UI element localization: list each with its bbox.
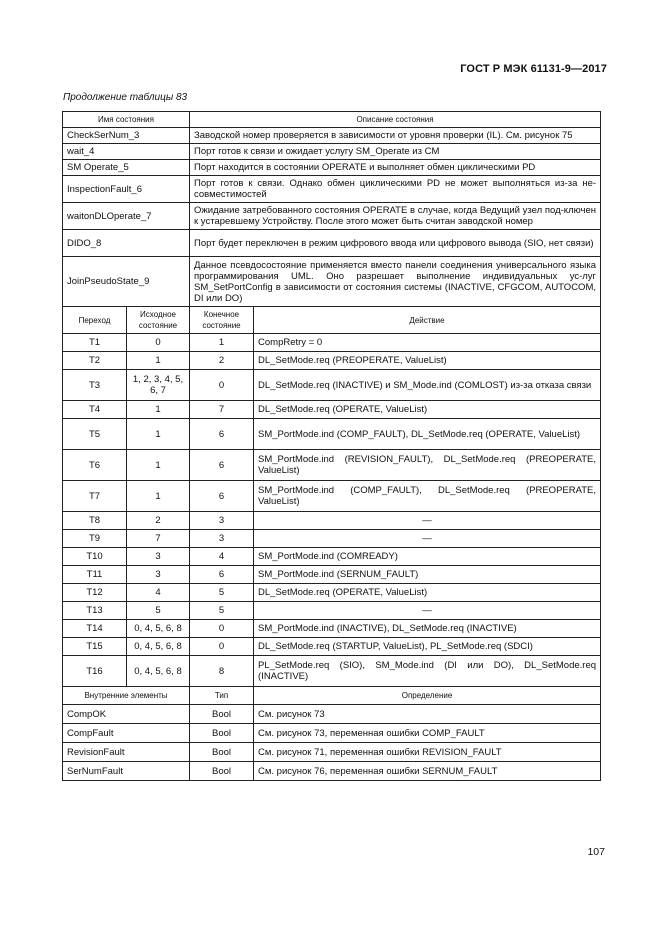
transition-source: 3 [127, 566, 190, 584]
transition-row [63, 638, 601, 656]
internal-row [63, 762, 601, 781]
transition-action: PL_SetMode.req (SIO), SM_Mode.ind (DI или DO), DL_SetMode.req (INACTIVE) [254, 656, 601, 687]
transition-source: 7 [127, 530, 190, 548]
transition-id: T15 [63, 638, 127, 656]
state-name: waitonDLOperate_7 [63, 203, 190, 230]
state-name: CheckSerNum_3 [63, 128, 190, 144]
transition-id: T2 [63, 352, 127, 370]
transition-row [63, 481, 601, 512]
state-row [63, 230, 601, 257]
state-row [63, 128, 601, 144]
transition-target: 6 [190, 566, 254, 584]
transition-action: — [254, 530, 601, 548]
table-83 [62, 111, 601, 781]
state-row [63, 144, 601, 160]
transition-action: CompRetry = 0 [254, 334, 601, 352]
transition-row [63, 656, 601, 687]
transition-id: T3 [63, 370, 127, 401]
transition-id: T10 [63, 548, 127, 566]
state-description: Порт готов к связи. Однако обмен циклическими PD не может выполняться из-за не-совместимостей [190, 176, 601, 203]
transition-target: 5 [190, 584, 254, 602]
internal-row [63, 724, 601, 743]
transition-row [63, 566, 601, 584]
transitions-header-row [63, 307, 601, 334]
state-description: Порт находится в состоянии OPERATE и выполняет обмен циклическими PD [190, 160, 601, 176]
transition-row [63, 548, 601, 566]
internal-type: Bool [190, 724, 254, 743]
internal-definition: См. рисунок 73, переменная ошибки COMP_FAULT [254, 724, 601, 743]
transition-source: 0 [127, 334, 190, 352]
header-state-name: Имя состояния [63, 112, 190, 128]
transition-id: T4 [63, 401, 127, 419]
states-header-row [63, 112, 601, 128]
transition-action: — [254, 512, 601, 530]
transition-source: 1 [127, 401, 190, 419]
transition-target: 3 [190, 530, 254, 548]
internal-definition: См. рисунок 73 [254, 705, 601, 724]
internal-type: Bool [190, 762, 254, 781]
transition-id: T9 [63, 530, 127, 548]
transition-id: T6 [63, 450, 127, 481]
transition-target: 2 [190, 352, 254, 370]
state-name: InspectionFault_6 [63, 176, 190, 203]
transition-row [63, 530, 601, 548]
transition-row [63, 602, 601, 620]
header-transition: Переход [63, 307, 127, 334]
transition-action: — [254, 602, 601, 620]
transition-source: 3 [127, 548, 190, 566]
state-row [63, 203, 601, 230]
transition-target: 6 [190, 450, 254, 481]
transition-source: 1 [127, 352, 190, 370]
transition-id: T5 [63, 419, 127, 450]
state-name: DIDO_8 [63, 230, 190, 257]
transition-row [63, 352, 601, 370]
header-action: Действие [254, 307, 601, 334]
document-header: ГОСТ Р МЭК 61131-9—2017 [460, 63, 607, 75]
transition-target: 8 [190, 656, 254, 687]
transition-id: T13 [63, 602, 127, 620]
transition-source: 4 [127, 584, 190, 602]
header-source-state: Исходное состояние [127, 307, 190, 334]
state-description: Порт готов к связи и ожидает услугу SM_Operate из CM [190, 144, 601, 160]
transition-id: T12 [63, 584, 127, 602]
transition-action: SM_PortMode.ind (SERNUM_FAULT) [254, 566, 601, 584]
transition-row [63, 334, 601, 352]
page-number: 107 [587, 846, 605, 858]
state-name: wait_4 [63, 144, 190, 160]
transition-target: 4 [190, 548, 254, 566]
transition-target: 0 [190, 638, 254, 656]
state-row [63, 176, 601, 203]
transition-row [63, 512, 601, 530]
header-target-state: Конечное состояние [190, 307, 254, 334]
transition-source: 5 [127, 602, 190, 620]
transition-source: 1 [127, 481, 190, 512]
state-row [63, 257, 601, 307]
transition-row [63, 419, 601, 450]
internal-row [63, 705, 601, 724]
internal-definition: См. рисунок 76, переменная ошибки SERNUM_FAULT [254, 762, 601, 781]
transition-row [63, 401, 601, 419]
header-internal-definition: Определение [254, 687, 601, 705]
transition-action: DL_SetMode.req (INACTIVE) и SM_Mode.ind (COMLOST) из-за отказа связи [254, 370, 601, 401]
state-description: Заводской номер проверяется в зависимости от уровня проверки (IL). См. рисунок 75 [190, 128, 601, 144]
state-name: SM Operate_5 [63, 160, 190, 176]
state-name: JoinPseudoState_9 [63, 257, 190, 307]
transition-target: 6 [190, 481, 254, 512]
transition-id: T11 [63, 566, 127, 584]
header-internal-type: Тип [190, 687, 254, 705]
transition-action: DL_SetMode.req (OPERATE, ValueList) [254, 584, 601, 602]
internal-type: Bool [190, 743, 254, 762]
transition-source: 1 [127, 419, 190, 450]
transition-target: 7 [190, 401, 254, 419]
transition-action: DL_SetMode.req (PREOPERATE, ValueList) [254, 352, 601, 370]
internal-name: CompFault [63, 724, 190, 743]
transition-target: 1 [190, 334, 254, 352]
state-description: Данное псевдосостояние применяется вместо панели соединения универсального языка программирования UML. Оно разрешает выполнение индивидуальных ус-луг SM_SetPortConfig в зависимости от состояния системы (INACTIVE, CFGCOM, AUTOCOM, DI или DO) [190, 257, 601, 307]
transition-action: SM_PortMode.ind (COMP_FAULT), DL_SetMode.req (PREOPERATE, ValueList) [254, 481, 601, 512]
transition-id: T8 [63, 512, 127, 530]
transition-target: 6 [190, 419, 254, 450]
table-caption: Продолжение таблицы 83 [63, 92, 188, 103]
header-internal-name: Внутренние элементы [63, 687, 190, 705]
transition-row [63, 450, 601, 481]
transition-action: SM_PortMode.ind (REVISION_FAULT), DL_SetMode.req (PREOPERATE, ValueList) [254, 450, 601, 481]
transition-source: 1 [127, 450, 190, 481]
internal-type: Bool [190, 705, 254, 724]
transition-action: DL_SetMode.req (STARTUP, ValueList), PL_SetMode.req (SDCI) [254, 638, 601, 656]
transition-action: SM_PortMode.ind (INACTIVE), DL_SetMode.req (INACTIVE) [254, 620, 601, 638]
header-state-description: Описание состояния [190, 112, 601, 128]
transition-source: 1, 2, 3, 4, 5, 6, 7 [127, 370, 190, 401]
transition-target: 0 [190, 620, 254, 638]
internal-name: SerNumFault [63, 762, 190, 781]
state-description: Порт будет переключен в режим цифрового ввода или цифрового вывода (SIO, нет связи) [190, 230, 601, 257]
transition-id: T14 [63, 620, 127, 638]
transition-row [63, 584, 601, 602]
internal-name: RevisionFault [63, 743, 190, 762]
transition-action: DL_SetMode.req (OPERATE, ValueList) [254, 401, 601, 419]
transition-row [63, 370, 601, 401]
transition-id: T16 [63, 656, 127, 687]
transition-action: SM_PortMode.ind (COMP_FAULT), DL_SetMode.req (OPERATE, ValueList) [254, 419, 601, 450]
internal-row [63, 743, 601, 762]
internal-name: CompOK [63, 705, 190, 724]
transition-source: 2 [127, 512, 190, 530]
transition-source: 0, 4, 5, 6, 8 [127, 620, 190, 638]
transition-source: 0, 4, 5, 6, 8 [127, 656, 190, 687]
internals-header-row [63, 687, 601, 705]
transition-target: 3 [190, 512, 254, 530]
transition-id: T7 [63, 481, 127, 512]
transition-target: 0 [190, 370, 254, 401]
internal-definition: См. рисунок 71, переменная ошибки REVISION_FAULT [254, 743, 601, 762]
transition-id: T1 [63, 334, 127, 352]
transition-action: SM_PortMode.ind (COMREADY) [254, 548, 601, 566]
state-row [63, 160, 601, 176]
transition-source: 0, 4, 5, 6, 8 [127, 638, 190, 656]
transition-row [63, 620, 601, 638]
state-description: Ожидание затребованного состояния OPERATE в случае, когда Ведущий узел под-ключен к устаревшему Устройству. После этого может быть считан заводской номер [190, 203, 601, 230]
transition-target: 5 [190, 602, 254, 620]
